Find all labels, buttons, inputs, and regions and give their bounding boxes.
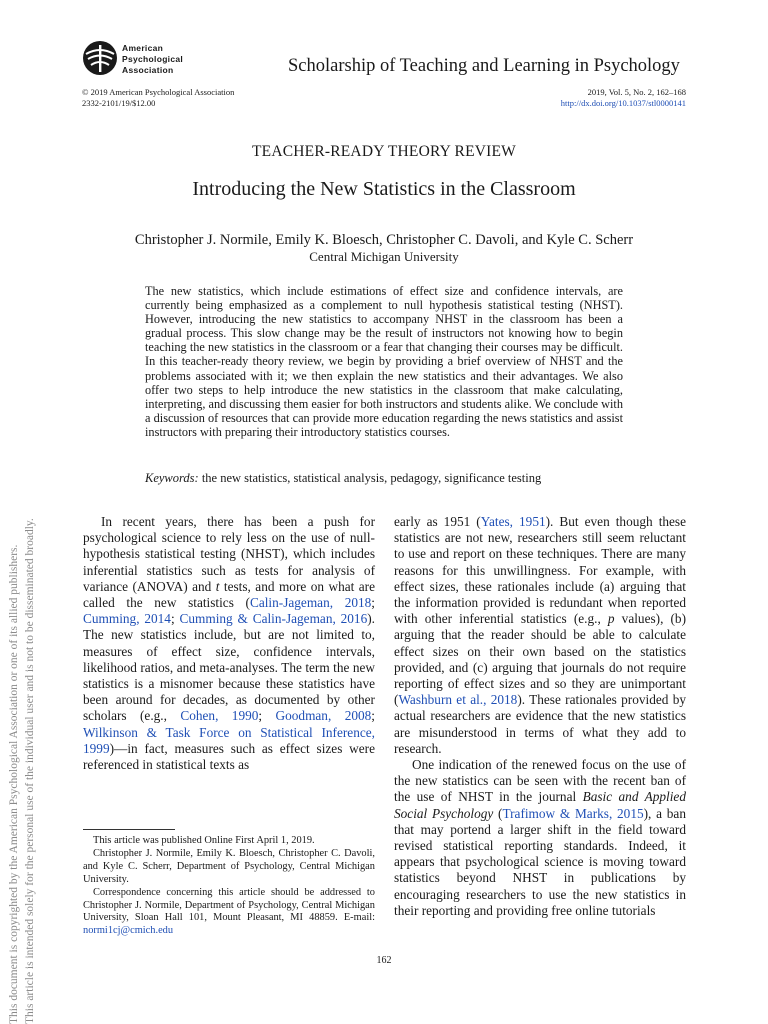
- affiliation: Central Michigan University: [309, 249, 459, 264]
- publisher-name: American Psychological Association: [122, 43, 184, 75]
- citation-link[interactable]: Wilkinson & Task Force on Statistical Inference, 1999: [83, 724, 375, 756]
- footnote: This article was published Online First April 1, 2019.: [93, 835, 315, 846]
- citation-link[interactable]: Cumming, 2014: [83, 611, 171, 627]
- keywords: [145, 471, 623, 486]
- journal-title: Scholarship of Teaching and Learning in Psychology: [288, 56, 680, 76]
- article-title: Introducing the New Statistics in the Classroom: [192, 178, 576, 200]
- section-label: TEACHER-READY THEORY REVIEW: [252, 143, 516, 160]
- citation-link[interactable]: Washburn et al., 2018: [398, 692, 518, 708]
- footnote: Christopher J. Normile, Emily K. Bloesch, Christopher C. Davoli, and Kyle C. Scherr, Department of Psychology, Central Michigan University.: [83, 847, 375, 885]
- body-column-right: [394, 514, 686, 919]
- body-column-left: [83, 514, 375, 773]
- copyright-line: © 2019 American Psychological Association: [82, 87, 235, 97]
- author-list: Christopher J. Normile, Emily K. Bloesch, Christopher C. Davoli, and Kyle C. Scherr: [134, 232, 634, 248]
- apa-logo-icon: [82, 40, 118, 76]
- citation-link[interactable]: Yates, 1951: [480, 514, 546, 529]
- issn-line: 2332-2101/19/$12.00: [82, 98, 156, 108]
- page-number: 162: [376, 955, 392, 966]
- doi-link[interactable]: http://dx.doi.org/10.1037/stl0000141: [560, 98, 686, 108]
- citation-link[interactable]: Goodman, 2008: [275, 708, 372, 724]
- keywords-label: Keywords:: [145, 471, 199, 485]
- abstract: The new statistics, which include estimations of effect size and confidence intervals, are currently being emphasized as a complement to null hypothesis statistical testing (NHST). However, introducing the new statistics to accompany NHST in the classroom has been a gradual process. This slow change may be the result of instructors not knowing how to begin teaching the new statistics in the classroom or a fear that changing their courses may be difficult. In this teacher-ready theory review, we begin by providing a brief overview of NHST and the problems associated with it; we then explain the new statistics and their advantages. We also offer two steps to help introduce the new statistics in the classroom that make calculating, interpreting, and discussing them easier for both instructors and students alike. We conclude with a discussion of resources that can provide more education regarding the news statistics and assist instructors with preparing their introductory statistics courses.: [145, 284, 623, 439]
- paragraph: In recent years, there has been a push for psychological science to rely less on the use of null-hypothesis statistical testing (NHST), which includes inferential statistics such as tests for analysis of variance (ANOVA) and t tests, and more on what are called the new statistics (Calin-Jageman, 2018; Cumming, 2014; Cumming & Calin-Jageman, 2016). The new statistics include, but are not limited to, measures of effect size, confidence intervals, likelihood ratios, and meta-analyses. The term the new statistics is a misnomer because these statistics have been around for decades, as documented by other scholars (e.g., Cohen, 1990; Goodman, 2008; Wilkinson & Task Force on Statistical Inference, 1999)—in fact, measures such as effect sizes were referenced in statistical texts as: [83, 514, 375, 773]
- keywords-list: the new statistics, statistical analysis, pedagogy, significance testing: [201, 471, 542, 485]
- citation-line: 2019, Vol. 5, No. 2, 162–168: [587, 87, 686, 97]
- email-link[interactable]: normi1cj@cmich.edu: [83, 925, 174, 937]
- footnote-divider: [83, 829, 175, 830]
- paragraph: One indication of the renewed focus on the use of the new statistics can be seen with the recent ban of the use of NHST in the journal Basic and Applied Social Psychology (Trafimow & Marks, 2015), a ban that may portend a larger shift in the field toward revised statistical reporting standards. Indeed, it appears that psychological science is moving toward statistics beyond NHST in publications by encouraging researchers to use the new statistics in their reporting and providing free online tutorials: [394, 757, 686, 918]
- citation-link[interactable]: Cumming & Calin-Jageman, 2016: [179, 611, 368, 627]
- paragraph: early as 1951 (Yates, 1951). But even though these statistics are not new, researchers still seem reluctant to use and report on these techniques. There are many reasons for this unwillingness. For example, with effect sizes, these rationales include (a) arguing that the information provided is redundant when reported with other inferential statistics (e.g., p values), (b) arguing that the reader should be able to calculate effect sizes on their own based on the statistics provided, and (c) arguing that journals do not require reporting of effect sizes and so they are unimportant (Washburn et al., 2018). These rationales provided by actual researchers are evidence that the new statistics are misunderstood in terms of what they add to research.: [394, 514, 687, 756]
- footnotes: [83, 835, 375, 938]
- citation-info: [561, 87, 686, 109]
- citation-link[interactable]: Trafimow & Marks, 2015: [502, 805, 644, 821]
- citation-link[interactable]: Cohen, 1990: [180, 708, 259, 724]
- copyright-info: [82, 87, 234, 109]
- side-copyright-notice: This document is copyrighted by the American Psychological Association or one of its allied publishers.: [8, 544, 20, 1024]
- side-usage-notice: This article is intended solely for the personal use of the individual user and is not to be disseminated broadly.: [24, 518, 36, 1024]
- citation-link[interactable]: Calin-Jageman, 2018: [249, 595, 372, 611]
- footnote: Correspondence concerning this article should be addressed to Christopher J. Normile, Department of Psychology, Central Michigan University, Sloan Hall 101, Mount Pleasant, MI 48859. E-mail: normi1cj@cmich.edu: [83, 886, 375, 937]
